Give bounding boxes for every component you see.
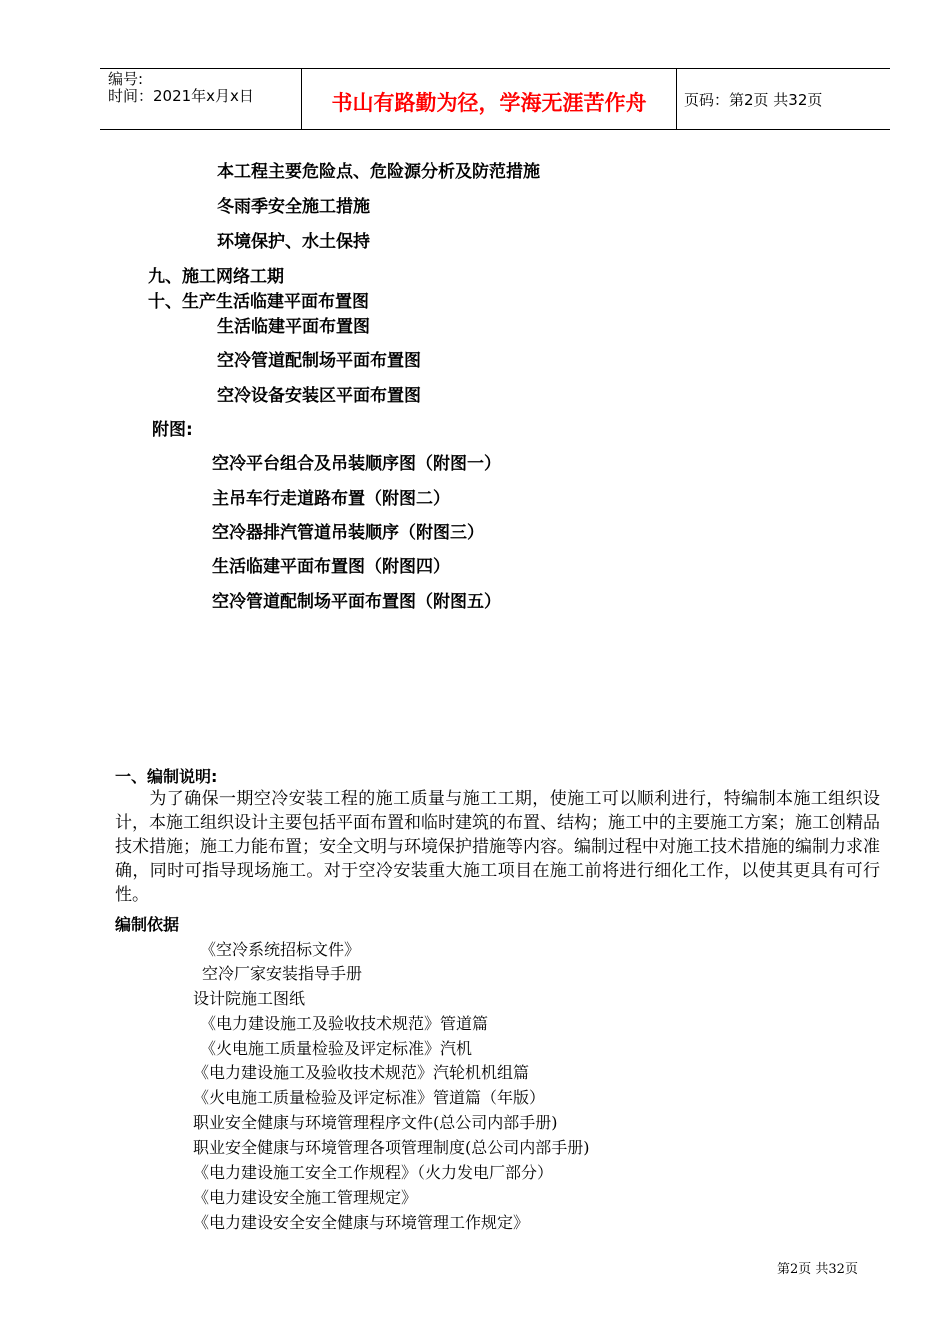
document-time-label: 时间：2021年x月x日 <box>108 87 254 105</box>
reference-item: 职业安全健康与环境管理各项管理制度(总公司内部手册) <box>193 1138 590 1157</box>
header-meta <box>108 71 254 105</box>
reference-item: 《电力建设施工安全工作规程》（火力发电厂部分） <box>193 1163 554 1182</box>
toc-item: 生活临建平面布置图 <box>217 317 370 337</box>
reference-item: 《电力建设施工及验收技术规范》管道篇 <box>200 1014 489 1033</box>
toc-section-9: 九、施工网络工期 <box>148 267 284 287</box>
footer-page-number: 第2页 共32页 <box>777 1262 858 1277</box>
header-page-number: 页码：第2页 共32页 <box>684 91 823 109</box>
document-header <box>100 68 890 130</box>
toc-section-10: 十、生产生活临建平面布置图 <box>148 292 369 312</box>
reference-item: 设计院施工图纸 <box>193 989 306 1008</box>
appendix-item: 空冷器排汽管道吊装顺序（附图三） <box>212 523 484 543</box>
reference-item: 《火电施工质量检验及评定标准》汽机 <box>200 1039 473 1058</box>
reference-item: 《电力建设安全施工管理规定》 <box>193 1188 418 1207</box>
header-divider <box>676 69 677 129</box>
toc-item: 空冷设备安装区平面布置图 <box>217 386 421 406</box>
toc-item: 空冷管道配制场平面布置图 <box>217 351 421 371</box>
reference-item: 《火电施工质量检验及评定标准》管道篇（年版） <box>193 1088 546 1107</box>
section-heading: 一、编制说明: <box>115 767 218 786</box>
reference-item: 空冷厂家安装指导手册 <box>202 964 363 983</box>
reference-item: 《电力建设安全安全健康与环境管理工作规定》 <box>193 1213 530 1232</box>
section-paragraph <box>115 787 880 907</box>
reference-item: 职业安全健康与环境管理程序文件(总公司内部手册) <box>193 1113 558 1132</box>
appendix-label: 附图: <box>152 420 193 440</box>
document-number-label: 编号: <box>108 70 144 88</box>
appendix-item: 主吊车行走道路布置（附图二） <box>212 489 450 509</box>
header-motto: 书山有路勤为径，学海无涯苦作舟 <box>331 91 647 115</box>
reference-item: 《电力建设施工及验收技术规范》汽轮机机组篇 <box>193 1063 530 1082</box>
reference-item: 《空冷系统招标文件》 <box>200 940 361 959</box>
toc-item: 环境保护、水土保持 <box>217 232 370 252</box>
basis-heading: 编制依据 <box>115 915 180 934</box>
appendix-item: 生活临建平面布置图（附图四） <box>212 557 450 577</box>
toc-item: 本工程主要危险点、危险源分析及防范措施 <box>217 162 540 182</box>
toc-item: 冬雨季安全施工措施 <box>217 197 370 217</box>
appendix-item: 空冷管道配制场平面布置图（附图五） <box>212 592 501 612</box>
appendix-item: 空冷平台组合及吊装顺序图（附图一） <box>212 454 501 474</box>
paragraph-text: 为了确保一期空冷安装工程的施工质量与施工工期，使施工可以顺利进行，特编制本施工组织设计，本施工组织设计主要包括平面布置和临时建筑的布置、结构；施工中的主要施工方案；施工创精品技术措施；施工力能布置；安全文明与环境保护措施等内容。编制过程中对施工技术措施的编制力求准确，同时可指导现场施工。对于空冷安装重大施工项目在施工前将进行细化工作，以使其更具有可行性。 <box>115 789 880 905</box>
